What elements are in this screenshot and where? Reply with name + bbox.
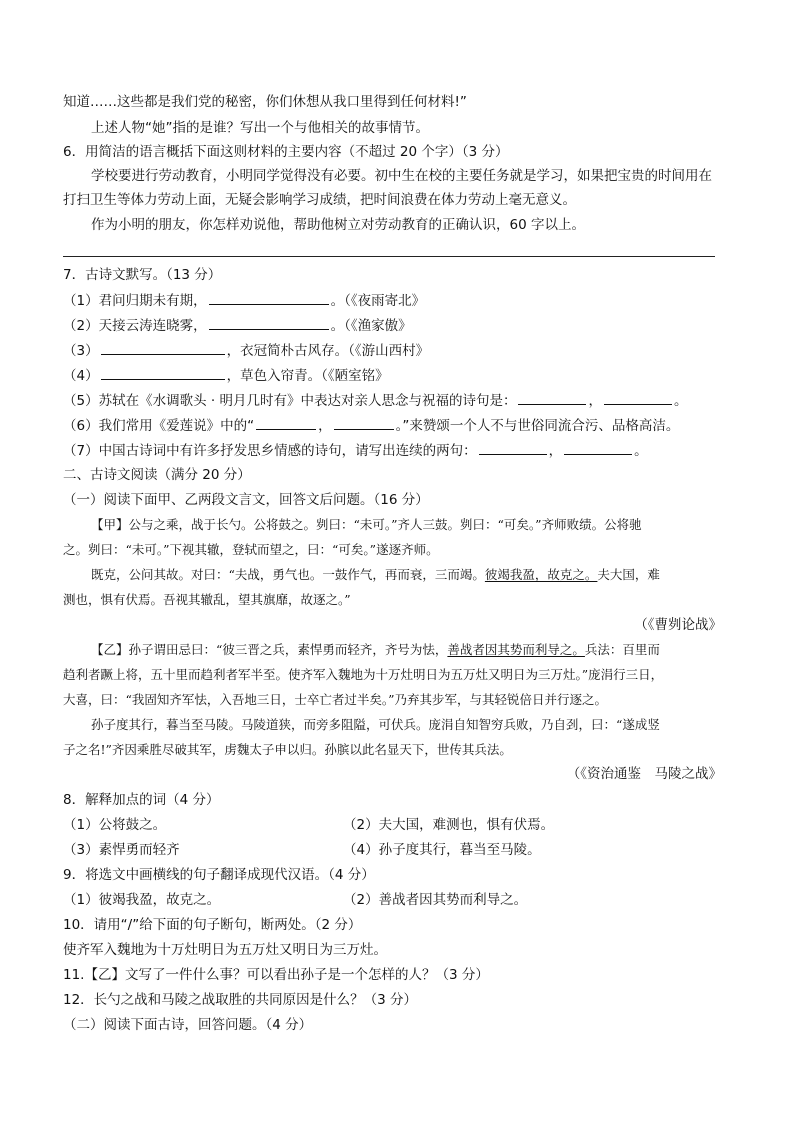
question-7-title: 7．古诗文默写。（13 分） [63, 267, 222, 283]
text-yi-line-5: 子之名!”齐因乘胜尽破其军，虏魏太子申以归。孙膑以此名显天下，世传其兵法。 [63, 742, 512, 757]
question-8-title: 8．解释加点的词（4 分） [63, 792, 220, 808]
underlined-sentence-2: 善战者因其势而利导之。 [447, 642, 585, 657]
answer-line [63, 256, 715, 257]
answer-blank[interactable] [479, 441, 547, 455]
question-6-title: 6．用简洁的语言概括下面这则材料的主要内容（不超过 20 个字）（3 分） [63, 144, 509, 160]
underlined-sentence-1: 彼竭我盈，故克之。 [484, 567, 598, 582]
text-jia-line-4: 测也，惧有伏焉。吾视其辙乱，望其旗靡，故逐之。” [63, 592, 351, 607]
text-yi-line-2: 趋利者蹶上将，五十里而趋利者军半至。使齐军入魏地为十万灶明日为五万灶又明日为三万灶。”庞涓行三日， [63, 667, 664, 682]
recite-3-source: ，衣冠简朴古风存。（《游山西村》 [226, 343, 430, 359]
q8-item-1: （1）公将鼓之。 [63, 817, 167, 833]
recite-6-prompt: （6）我们常用《爱莲说》中的“ [63, 418, 255, 434]
answer-blank[interactable] [101, 366, 225, 380]
text-yi-line-4: 孙子度其行，暮当至马陵。马陵道狭，而旁多阻隘，可伏兵。庞涓自知智穷兵败，乃自刭，曰：“遂成竖 [91, 717, 660, 732]
text-jia-line-2: 之。刿曰：“未可。”下视其辙，登轼而望之，曰：“可矣。”遂逐齐师。 [63, 542, 439, 557]
period: 。 [634, 443, 648, 459]
answer-blank[interactable] [518, 391, 586, 405]
text-yi-line-1 [91, 641, 660, 659]
material-line-1: 学校要进行劳动教育，小明同学觉得没有必要。初中生在校的主要任务就是学习，如果把宝贵的时间用在 [91, 168, 712, 184]
comma: ， [548, 443, 563, 459]
answer-blank[interactable] [101, 341, 225, 355]
recite-5-prompt: （5）苏轼在《水调歌头 · 明月几时有》中表达对亲人思念与祝福的诗句是： [63, 393, 517, 409]
recite-item-3 [63, 341, 429, 360]
text-yi-1c: 兵法：百里而 [584, 642, 660, 657]
q9-item-2: （2）善战者因其势而利导之。 [343, 892, 528, 908]
answer-blank[interactable] [564, 441, 632, 455]
answer-blank[interactable] [604, 391, 672, 405]
recite-7-prompt: （7）中国古诗词中有许多抒发思乡情感的诗句，请写出连续的两句： [63, 443, 477, 459]
recite-item-7 [63, 441, 648, 460]
recite-2-prompt: （2）天接云涛连晓雾， [63, 318, 207, 334]
answer-blank[interactable] [209, 291, 329, 305]
comma: ， [318, 418, 332, 434]
recite-3-prompt: （3） [63, 343, 99, 359]
question-10-title: 10．请用“/”给下面的句子断句，断两处。（2 分） [63, 917, 362, 933]
question-9-title: 9．将选文中画横线的句子翻译成现代汉语。（4 分） [63, 867, 375, 883]
text-jia-3c: 夫大国，难 [597, 567, 660, 582]
q9-item-1: （1）彼竭我盈，故克之。 [63, 892, 221, 908]
question-11-title: 11.【乙】文写了一件什么事？可以看出孙子是一个怎样的人？（3 分） [63, 967, 489, 983]
quote-ending-line: 知道……这些都是我们党的秘密，你们休想从我口里得到任何材料!” [63, 94, 467, 110]
source-caogui: （《曹刿论战》 [634, 617, 722, 633]
recite-2-source: 。（《渔家傲》 [330, 318, 412, 334]
recite-6-tail: 。”来赞颂一个人不与世俗同流合污、品格高洁。 [395, 418, 680, 434]
q8-item-4: （4）孙子度其行，暮当至马陵。 [343, 842, 541, 858]
comma: ， [588, 393, 602, 409]
answer-blank[interactable] [209, 316, 329, 330]
part-2-heading: （二）阅读下面古诗，回答问题。（4 分） [63, 1017, 313, 1033]
persuade-prompt: 作为小明的朋友，你怎样劝说他，帮助他树立对劳动教育的正确认识，60 字以上。 [91, 217, 585, 233]
recite-item-1 [63, 291, 425, 310]
source-malingzhizhan: （《资治通鉴 马陵之战》 [566, 766, 722, 782]
recite-item-4 [63, 366, 389, 385]
recite-item-5 [63, 391, 687, 410]
q8-item-2: （2）夫大国，难测也，惧有伏焉。 [343, 817, 555, 833]
text-yi-1a: 【乙】孙子谓田忌曰：“彼三晋之兵，素悍勇而轻齐，齐号为怯， [91, 642, 448, 657]
recite-item-6 [63, 416, 679, 435]
part-1-heading: （一）阅读下面甲、乙两段文言文，回答文后问题。（16 分） [63, 492, 429, 508]
recite-1-prompt: （1）君问归期未有期， [63, 293, 207, 309]
text-jia-line-3 [91, 566, 660, 584]
question-5-prompt: 上述人物“她”指的是谁？写出一个与他相关的故事情节。 [91, 120, 429, 136]
text-jia-3a: 既克，公问其故。对曰：“夫战，勇气也。一鼓作气，再而衰，三而竭。 [91, 567, 485, 582]
q8-item-3: （3）素悍勇而轻齐 [63, 842, 180, 858]
recite-item-2 [63, 316, 412, 335]
answer-blank[interactable] [334, 416, 394, 430]
period: 。 [673, 393, 688, 409]
question-12-title: 12．长勺之战和马陵之战取胜的共同原因是什么？（3 分） [63, 992, 418, 1008]
q10-sentence: 使齐军入魏地为十万灶明日为五万灶又明日为三万灶。 [63, 942, 387, 958]
text-jia-line-1: 【甲】公与之乘，战于长勺。公将鼓之。刿曰：“未可。”齐人三鼓。刿曰：“可矣。”齐师败绩。公将驰 [91, 517, 642, 532]
recite-4-source: ，草色入帘青。（《陋室铭》 [226, 368, 389, 384]
section-2-heading: 二、古诗文阅读（满分 20 分） [63, 467, 251, 483]
recite-1-source: 。（《夜雨寄北》 [330, 293, 426, 309]
text-yi-line-3: 大喜，曰：“我固知齐军怯，入吾地三日，士卒亡者过半矣。”乃弃其步军，与其轻锐倍日并行逐之。 [63, 692, 608, 707]
answer-blank[interactable] [256, 416, 316, 430]
material-line-2: 打扫卫生等体力劳动上面，无疑会影响学习成绩，把时间浪费在体力劳动上毫无意义。 [63, 192, 576, 208]
recite-4-prompt: （4） [63, 368, 99, 384]
